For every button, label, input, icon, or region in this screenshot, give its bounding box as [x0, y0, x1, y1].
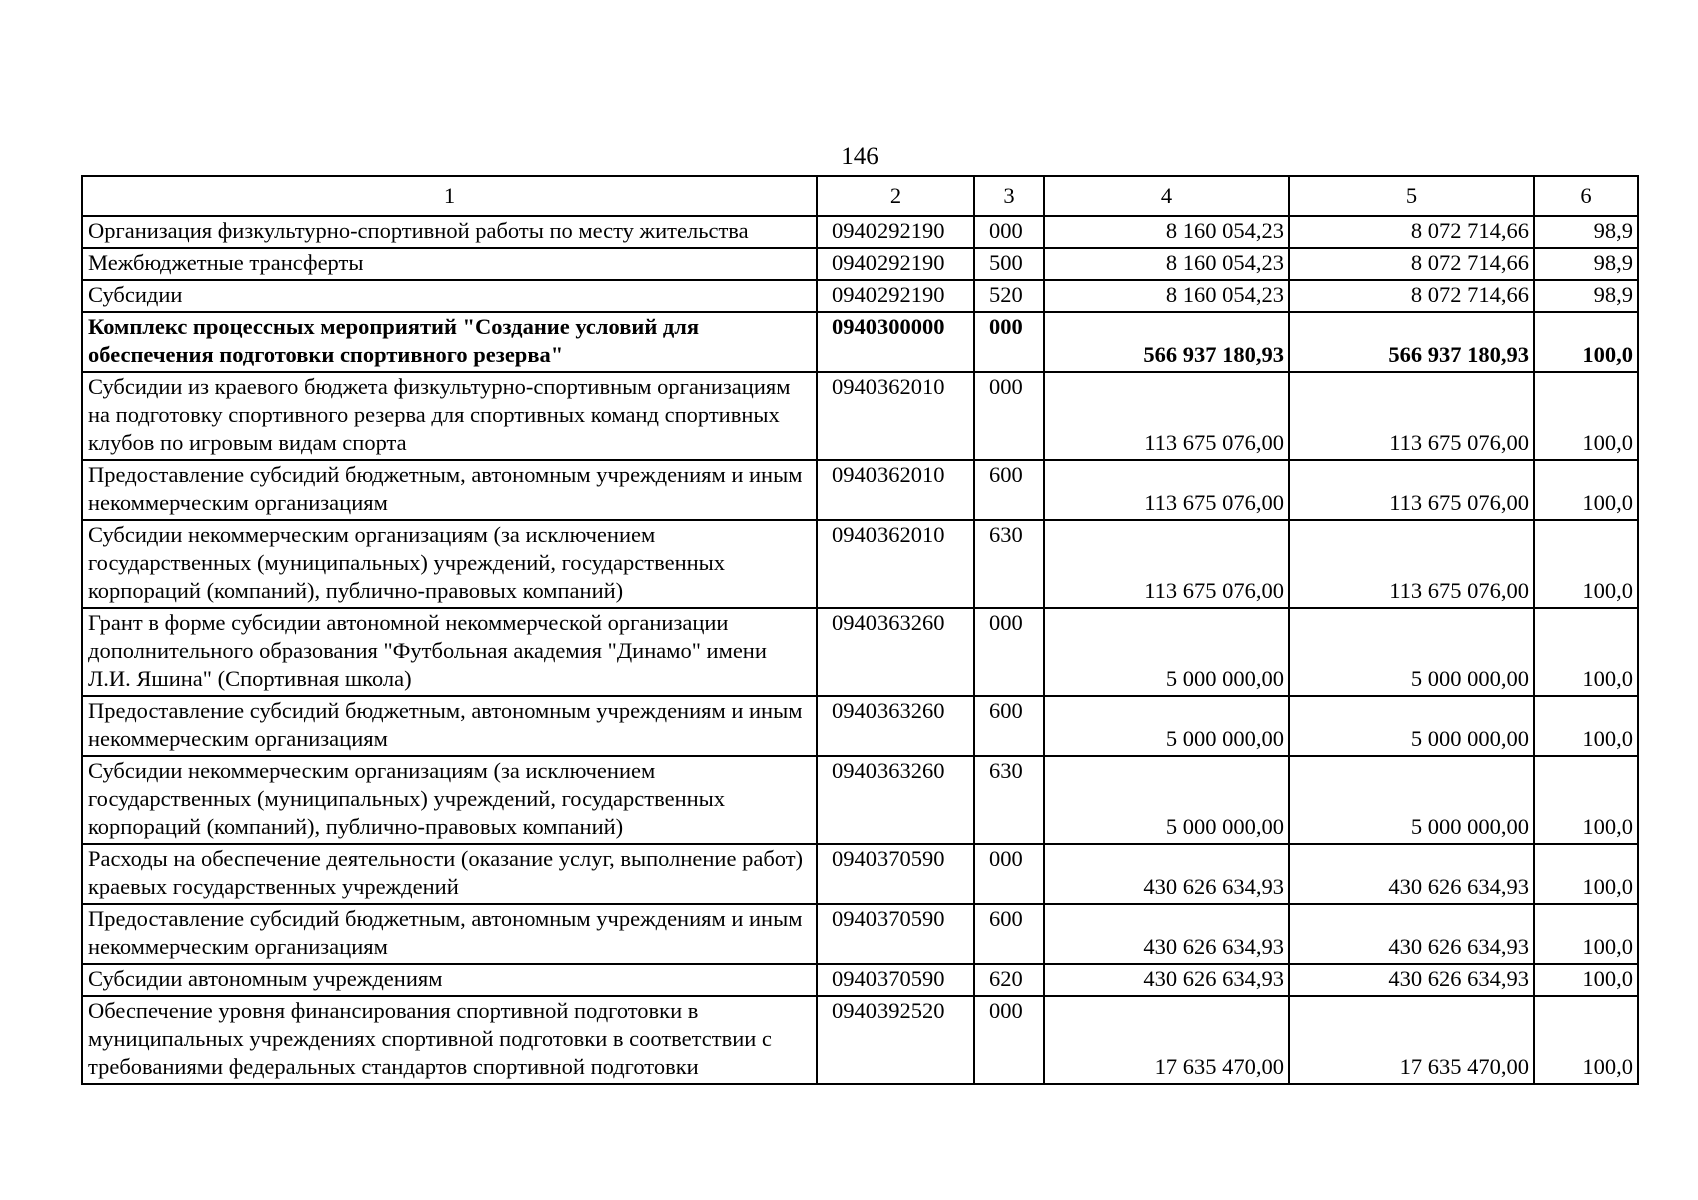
row-name: Субсидии автономным учреждениям [82, 964, 817, 996]
row-fact: 430 626 634,93 [1289, 904, 1534, 964]
table-row [82, 248, 1638, 280]
table-row [82, 756, 1638, 844]
row-kvr: 000 [974, 608, 1044, 696]
row-kvr: 620 [974, 964, 1044, 996]
table-row [82, 520, 1638, 608]
row-plan: 430 626 634,93 [1044, 844, 1289, 904]
row-plan: 113 675 076,00 [1044, 372, 1289, 460]
row-name: Грант в форме субсидии автономной некоммерческой организации дополнительного образования "Футбольная академия "Динамо" имени Л.И. Яшина" (Спортивная школа) [82, 608, 817, 696]
table-row [82, 996, 1638, 1084]
row-plan: 566 937 180,93 [1044, 312, 1289, 372]
row-kvr: 000 [974, 216, 1044, 248]
row-plan: 5 000 000,00 [1044, 756, 1289, 844]
row-code: 0940392520 [817, 996, 974, 1084]
row-fact: 113 675 076,00 [1289, 372, 1534, 460]
table-row [82, 216, 1638, 248]
row-name: Предоставление субсидий бюджетным, автономным учреждениям и иным некоммерческим организациям [82, 904, 817, 964]
row-name: Межбюджетные трансферты [82, 248, 817, 280]
header-col-6: 6 [1534, 176, 1638, 216]
row-fact: 5 000 000,00 [1289, 756, 1534, 844]
row-fact: 430 626 634,93 [1289, 964, 1534, 996]
table-header-row [82, 176, 1638, 216]
row-percent: 100,0 [1534, 372, 1638, 460]
row-percent: 100,0 [1534, 996, 1638, 1084]
row-percent: 100,0 [1534, 520, 1638, 608]
row-percent: 100,0 [1534, 964, 1638, 996]
row-kvr: 000 [974, 372, 1044, 460]
row-percent: 100,0 [1534, 756, 1638, 844]
header-col-3: 3 [974, 176, 1044, 216]
row-name: Субсидии некоммерческим организациям (за исключением государственных (муниципальных) учреждений, государственных корпораций (компаний), публично-правовых компаний) [82, 520, 817, 608]
row-code: 0940362010 [817, 520, 974, 608]
table-row [82, 964, 1638, 996]
row-code: 0940363260 [817, 608, 974, 696]
row-name: Расходы на обеспечение деятельности (оказание услуг, выполнение работ) краевых государственных учреждений [82, 844, 817, 904]
row-name: Предоставление субсидий бюджетным, автономным учреждениям и иным некоммерческим организациям [82, 696, 817, 756]
row-plan: 17 635 470,00 [1044, 996, 1289, 1084]
row-kvr: 630 [974, 756, 1044, 844]
row-name: Обеспечение уровня финансирования спортивной подготовки в муниципальных учреждениях спортивной подготовки в соответствии с требованиями федеральных стандартов спортивной подготовки [82, 996, 817, 1084]
row-fact: 113 675 076,00 [1289, 460, 1534, 520]
row-plan: 8 160 054,23 [1044, 280, 1289, 312]
row-code: 0940292190 [817, 248, 974, 280]
table-row [82, 904, 1638, 964]
row-name: Субсидии из краевого бюджета физкультурно-спортивным организациям на подготовку спортивного резерва для спортивных команд спортивных клубов по игровым видам спорта [82, 372, 817, 460]
row-kvr: 600 [974, 696, 1044, 756]
row-fact: 8 072 714,66 [1289, 248, 1534, 280]
row-plan: 8 160 054,23 [1044, 248, 1289, 280]
row-fact: 113 675 076,00 [1289, 520, 1534, 608]
row-kvr: 520 [974, 280, 1044, 312]
budget-table [81, 175, 1639, 1085]
row-kvr: 500 [974, 248, 1044, 280]
row-kvr: 000 [974, 996, 1044, 1084]
row-plan: 8 160 054,23 [1044, 216, 1289, 248]
table-row [82, 312, 1638, 372]
row-kvr: 000 [974, 844, 1044, 904]
row-name: Предоставление субсидий бюджетным, автономным учреждениям и иным некоммерческим организациям [82, 460, 817, 520]
row-plan: 113 675 076,00 [1044, 520, 1289, 608]
row-percent: 98,9 [1534, 280, 1638, 312]
row-code: 0940362010 [817, 460, 974, 520]
row-fact: 8 072 714,66 [1289, 216, 1534, 248]
header-col-1: 1 [82, 176, 817, 216]
row-fact: 17 635 470,00 [1289, 996, 1534, 1084]
row-name: Субсидии [82, 280, 817, 312]
row-percent: 100,0 [1534, 608, 1638, 696]
header-col-2: 2 [817, 176, 974, 216]
row-percent: 100,0 [1534, 460, 1638, 520]
row-plan: 5 000 000,00 [1044, 696, 1289, 756]
row-percent: 100,0 [1534, 904, 1638, 964]
row-percent: 100,0 [1534, 844, 1638, 904]
row-kvr: 000 [974, 312, 1044, 372]
row-fact: 5 000 000,00 [1289, 696, 1534, 756]
row-code: 0940370590 [817, 904, 974, 964]
row-name: Комплекс процессных мероприятий "Создание условий для обеспечения подготовки спортивного резерва" [82, 312, 817, 372]
row-kvr: 600 [974, 904, 1044, 964]
row-kvr: 630 [974, 520, 1044, 608]
table-body [82, 216, 1638, 1084]
row-code: 0940362010 [817, 372, 974, 460]
header-col-5: 5 [1289, 176, 1534, 216]
row-plan: 430 626 634,93 [1044, 904, 1289, 964]
row-kvr: 600 [974, 460, 1044, 520]
row-fact: 566 937 180,93 [1289, 312, 1534, 372]
row-plan: 430 626 634,93 [1044, 964, 1289, 996]
row-code: 0940370590 [817, 844, 974, 904]
table-row [82, 608, 1638, 696]
table-row [82, 844, 1638, 904]
row-plan: 113 675 076,00 [1044, 460, 1289, 520]
row-percent: 98,9 [1534, 216, 1638, 248]
row-code: 0940363260 [817, 756, 974, 844]
row-plan: 5 000 000,00 [1044, 608, 1289, 696]
row-code: 0940300000 [817, 312, 974, 372]
row-percent: 98,9 [1534, 248, 1638, 280]
row-percent: 100,0 [1534, 696, 1638, 756]
table-row [82, 696, 1638, 756]
row-fact: 8 072 714,66 [1289, 280, 1534, 312]
row-code: 0940370590 [817, 964, 974, 996]
page-number: 146 [841, 143, 879, 170]
header-col-4: 4 [1044, 176, 1289, 216]
row-code: 0940292190 [817, 280, 974, 312]
table-row [82, 372, 1638, 460]
row-fact: 5 000 000,00 [1289, 608, 1534, 696]
table-row [82, 460, 1638, 520]
table-row [82, 280, 1638, 312]
row-name: Субсидии некоммерческим организациям (за исключением государственных (муниципальных) учреждений, государственных корпораций (компаний), публично-правовых компаний) [82, 756, 817, 844]
row-percent: 100,0 [1534, 312, 1638, 372]
row-fact: 430 626 634,93 [1289, 844, 1534, 904]
row-code: 0940363260 [817, 696, 974, 756]
row-name: Организация физкультурно-спортивной работы по месту жительства [82, 216, 817, 248]
row-code: 0940292190 [817, 216, 974, 248]
